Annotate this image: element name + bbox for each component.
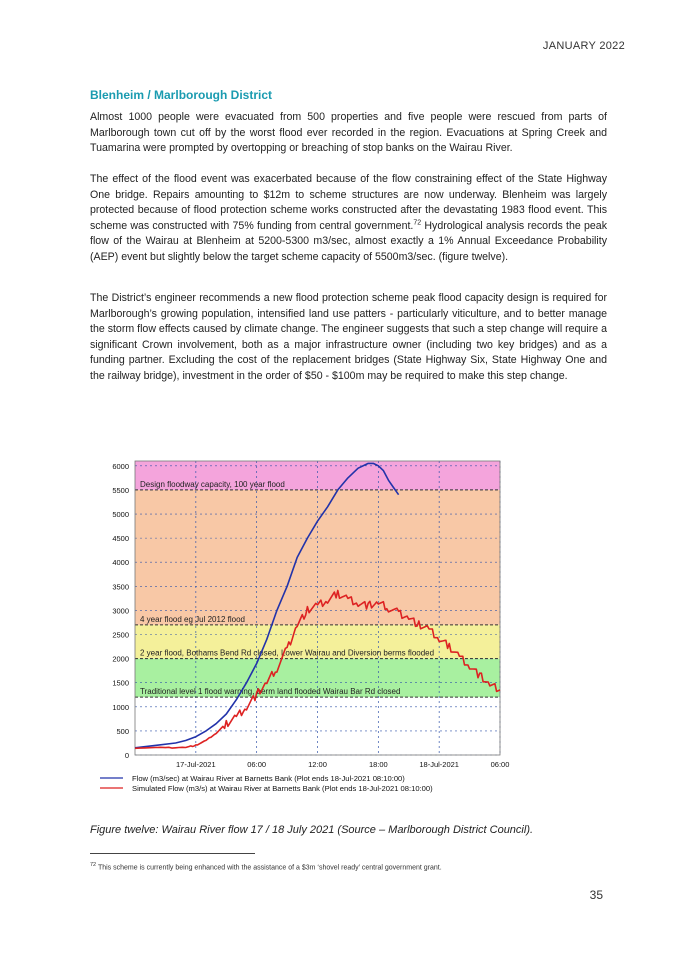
flow-chart [95, 455, 555, 800]
chart-y-tick-label: 2500 [112, 630, 129, 640]
page-number: 35 [589, 888, 603, 902]
chart-y-tick-label: 6000 [112, 461, 129, 471]
footnote-number: 72 [90, 862, 97, 868]
footnote-reference[interactable]: 72 [413, 219, 422, 227]
chart-y-tick-label: 1000 [112, 702, 129, 712]
chart-threshold-label-0: Design floodway capacity, 100 year flood [140, 479, 285, 489]
chart-legend-label-1: Simulated Flow (m3/s) at Wairau River at Barnetts Bank (Plot ends 18-Jul-2021 08:10:00) [132, 784, 433, 793]
paragraph-1: Almost 1000 people were evacuated from 500 properties and five people were rescued from parts of Marlborough town cut off by the worst flood ever recorded in the region. Evacuations at Spring Creek and Tuamarina were prompted by overtopping or breaching of stop banks on the Wairau River. [90, 111, 607, 155]
chart-y-tick-label: 0 [124, 751, 129, 760]
paragraph-2-part-b: Hydrological analysis records the peak flow of the Wairau at Blenheim at 5200-5300 m3/sec, almost exactly a 1% Annual Exceedance Probability (AEP) event but slightly below the target scheme capacity of 5500m3/sec. (figure twelve). [90, 219, 607, 263]
chart-y-tick-label: 5000 [112, 510, 129, 520]
section-heading: Blenheim / Marlborough District [90, 88, 273, 102]
paragraph-3: The District’s engineer recommends a new flood protection scheme peak flood capacity design is required for Marlborough’s growing population, intensified land use patters - particularly viticulture, and to better manage the storm flow effects caused by climate change. The engineer suggests that such a step change will require a significant Crown involvement, both as a major infrastructure owner (including two key bridges) and as a funding partner. Excluding the cost of the replacement bridges (State Highway Six, State Highway One and the railway bridge), investment in the order of $50 - $100m may be required to make this step change. [90, 292, 607, 382]
flow-chart-svg [95, 455, 555, 800]
footnote-divider [90, 853, 255, 854]
chart-y-tick-label: 3500 [112, 582, 129, 592]
chart-x-tick-label-2: 12:00 [308, 760, 327, 769]
footnote [90, 862, 442, 871]
chart-legend-label-0: Flow (m3/sec) at Wairau River at Barnetts Bank (Plot ends 18-Jul-2021 08:10:00) [132, 774, 405, 783]
chart-y-tick-label: 4500 [112, 534, 129, 544]
chart-y-tick-label: 2000 [112, 654, 129, 664]
chart-x-tick-label-3: 18:00 [368, 760, 388, 769]
chart-x-tick-label-0: 17-Jul-2021 [176, 760, 216, 769]
chart-x-tick-label-end: 06:00 [490, 760, 510, 769]
chart-y-tick-label: 3000 [112, 606, 129, 616]
chart-x-tick-label-4: 18-Jul-2021 [419, 760, 459, 769]
footnote-text: This scheme is currently being enhanced with the assistance of a $3m ‘shovel ready’ central government grant. [96, 864, 442, 872]
figure-caption: Figure twelve: Wairau River flow 17 / 18 July 2021 (Source – Marlborough District Council). [90, 824, 534, 836]
chart-y-tick-label: 4000 [112, 558, 129, 568]
paragraph-2 [90, 172, 607, 266]
chart-threshold-label-2: 2 year flood, Bothams Bend Rd closed, Lower Wairau and Diversion berms flooded [140, 648, 435, 658]
header-date: JANUARY 2022 [542, 40, 625, 52]
chart-y-tick-label: 5500 [112, 485, 129, 495]
paragraph-2-part-a: The effect of the flood event was exacerbated because of the flow constraining effect of the State Highway One bridge. Repairs amounting to $12m to scheme structures are now underway. Blenheim was largely protected because of flood protection scheme works constructed after the devastating 1983 flood event. This scheme was constructed with 75% funding from central government. [90, 173, 607, 232]
chart-threshold-label-1: 4 year flood eg Jul 2012 flood [140, 614, 245, 624]
chart-threshold-label-3: Traditional level 1 flood warning, berm land flooded Wairau Bar Rd closed [140, 687, 401, 697]
chart-x-tick-label-1: 06:00 [247, 760, 267, 769]
chart-y-tick-label: 1500 [112, 678, 129, 688]
chart-y-tick-label: 500 [116, 726, 129, 736]
